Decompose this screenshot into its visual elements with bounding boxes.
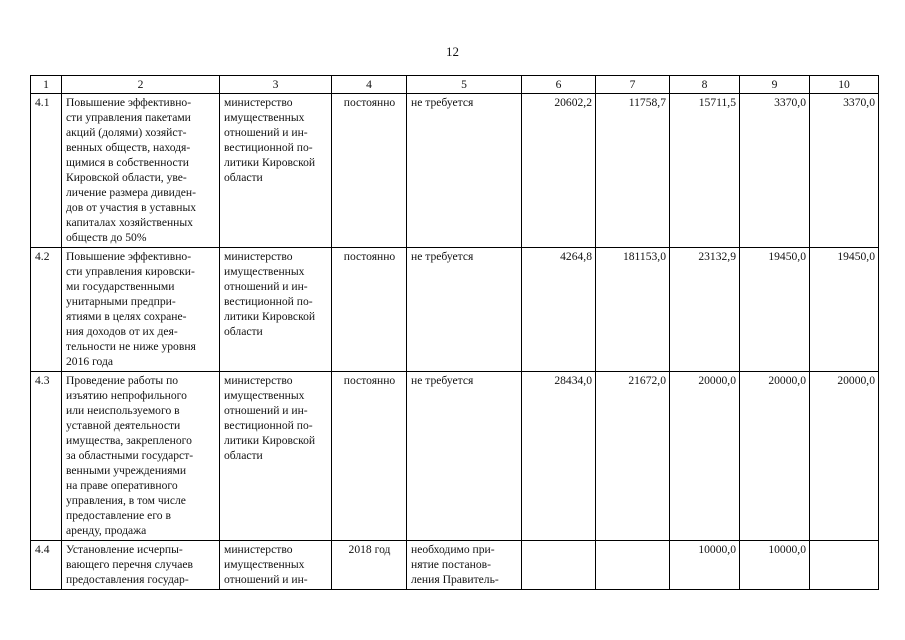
text-line: имущественных xyxy=(224,111,305,124)
text-line: Повышение эффективно- xyxy=(66,250,192,263)
executor xyxy=(220,372,332,541)
row-number: 4.1 xyxy=(31,94,62,248)
text-line: вестиционной по- xyxy=(224,295,313,308)
text-line: области xyxy=(224,449,263,462)
table-row xyxy=(31,541,879,590)
value-col-8: 10000,0 xyxy=(670,541,740,590)
value-col-9: 10000,0 xyxy=(740,541,810,590)
text-line: Кировской области, уве- xyxy=(66,171,187,184)
col-header-9: 9 xyxy=(740,76,810,94)
page-number: 12 xyxy=(446,44,459,59)
requirement: не требуется xyxy=(407,248,522,372)
text-line: управления, в том числе xyxy=(66,494,186,507)
text-line: области xyxy=(224,325,263,338)
text-line: вающего перечня случаев xyxy=(66,558,193,571)
text-line: министерство xyxy=(224,96,293,109)
text-line: отношений и ин- xyxy=(224,573,308,586)
value-col-8: 15711,5 xyxy=(670,94,740,248)
col-header-7: 7 xyxy=(596,76,670,94)
measure-name xyxy=(62,248,220,372)
text-line: унитарными предпри- xyxy=(66,295,176,308)
text-line: ния доходов от их дея- xyxy=(66,325,178,338)
text-line: отношений и ин- xyxy=(224,404,308,417)
col-header-2: 2 xyxy=(62,76,220,94)
value-col-6: 28434,0 xyxy=(522,372,596,541)
text-line: ми государственными xyxy=(66,280,175,293)
value-col-6: 4264,8 xyxy=(522,248,596,372)
executor xyxy=(220,94,332,248)
text-line: предоставления государ- xyxy=(66,573,189,586)
text-line: литики Кировской xyxy=(224,310,316,323)
term: постоянно xyxy=(332,372,407,541)
value-col-7: 181153,0 xyxy=(596,248,670,372)
value-col-10 xyxy=(810,541,879,590)
text-line: имущества, закрепленого xyxy=(66,434,192,447)
col-header-4: 4 xyxy=(332,76,407,94)
row-number: 4.3 xyxy=(31,372,62,541)
text-line: обществ до 50% xyxy=(66,231,147,244)
measure-name xyxy=(62,541,220,590)
col-header-10: 10 xyxy=(810,76,879,94)
text-line: имущественных xyxy=(224,265,305,278)
text-line: отношений и ин- xyxy=(224,126,308,139)
col-header-6: 6 xyxy=(522,76,596,94)
text-line: капиталах хозяйственных xyxy=(66,216,193,229)
col-header-3: 3 xyxy=(220,76,332,94)
value-col-6 xyxy=(522,541,596,590)
text-line: Повышение эффективно- xyxy=(66,96,192,109)
table-row xyxy=(31,248,879,372)
measure-name xyxy=(62,372,220,541)
value-col-7: 21672,0 xyxy=(596,372,670,541)
requirement: не требуется xyxy=(407,94,522,248)
measures-table xyxy=(30,75,879,590)
text-line: Проведение работы по xyxy=(66,374,179,387)
value-col-9: 19450,0 xyxy=(740,248,810,372)
text-line: литики Кировской xyxy=(224,434,316,447)
requirement: не требуется xyxy=(407,372,522,541)
text-line: области xyxy=(224,171,263,184)
text-line: за областными государст- xyxy=(66,449,194,462)
text-line: уставной деятельности xyxy=(66,419,181,432)
value-col-8: 23132,9 xyxy=(670,248,740,372)
row-number: 4.4 xyxy=(31,541,62,590)
requirement xyxy=(407,541,522,590)
text-line: вестиционной по- xyxy=(224,141,313,154)
value-col-10: 3370,0 xyxy=(810,94,879,248)
text-line: венными учреждениями xyxy=(66,464,187,477)
text-line: литики Кировской xyxy=(224,156,316,169)
text-line: ятиями в целях сохране- xyxy=(66,310,187,323)
text-line: аренду, продажа xyxy=(66,524,147,537)
col-header-8: 8 xyxy=(670,76,740,94)
value-col-7: 11758,7 xyxy=(596,94,670,248)
text-line: на праве оперативного xyxy=(66,479,178,492)
value-col-10: 20000,0 xyxy=(810,372,879,541)
text-line: нятие постанов- xyxy=(411,558,491,571)
text-line: министерство xyxy=(224,543,293,556)
text-line: предоставление его в xyxy=(66,509,171,522)
term: постоянно xyxy=(332,94,407,248)
text-line: министерство xyxy=(224,374,293,387)
text-line: тельности не ниже уровня xyxy=(66,340,196,353)
value-col-9: 20000,0 xyxy=(740,372,810,541)
col-header-5: 5 xyxy=(407,76,522,94)
value-col-10: 19450,0 xyxy=(810,248,879,372)
text-line: Установление исчерпы- xyxy=(66,543,183,556)
value-col-7 xyxy=(596,541,670,590)
text-line: вестиционной по- xyxy=(224,419,313,432)
table-row xyxy=(31,94,879,248)
text-line: изъятию непрофильного xyxy=(66,389,187,402)
text-line: отношений и ин- xyxy=(224,280,308,293)
text-line: ления Правитель- xyxy=(411,573,499,586)
row-number: 4.2 xyxy=(31,248,62,372)
text-line: имущественных xyxy=(224,389,305,402)
value-col-6: 20602,2 xyxy=(522,94,596,248)
value-col-8: 20000,0 xyxy=(670,372,740,541)
term: 2018 год xyxy=(332,541,407,590)
col-header-1: 1 xyxy=(31,76,62,94)
text-line: необходимо при- xyxy=(411,543,495,556)
text-line: сти управления кировски- xyxy=(66,265,195,278)
text-line: имущественных xyxy=(224,558,305,571)
text-line: дов от участия в уставных xyxy=(66,201,197,214)
header-row xyxy=(31,76,879,94)
table-row xyxy=(31,372,879,541)
measure-name xyxy=(62,94,220,248)
text-line: или неиспользуемого в xyxy=(66,404,180,417)
text-line: сти управления пакетами xyxy=(66,111,191,124)
executor xyxy=(220,248,332,372)
term: постоянно xyxy=(332,248,407,372)
value-col-9: 3370,0 xyxy=(740,94,810,248)
text-line: венных обществ, находя- xyxy=(66,141,191,154)
executor xyxy=(220,541,332,590)
text-line: 2016 года xyxy=(66,355,114,368)
text-line: щимися в собственности xyxy=(66,156,189,169)
text-line: личение размера дивиден- xyxy=(66,186,196,199)
text-line: министерство xyxy=(224,250,293,263)
text-line: акций (долями) хозяйст- xyxy=(66,126,187,139)
